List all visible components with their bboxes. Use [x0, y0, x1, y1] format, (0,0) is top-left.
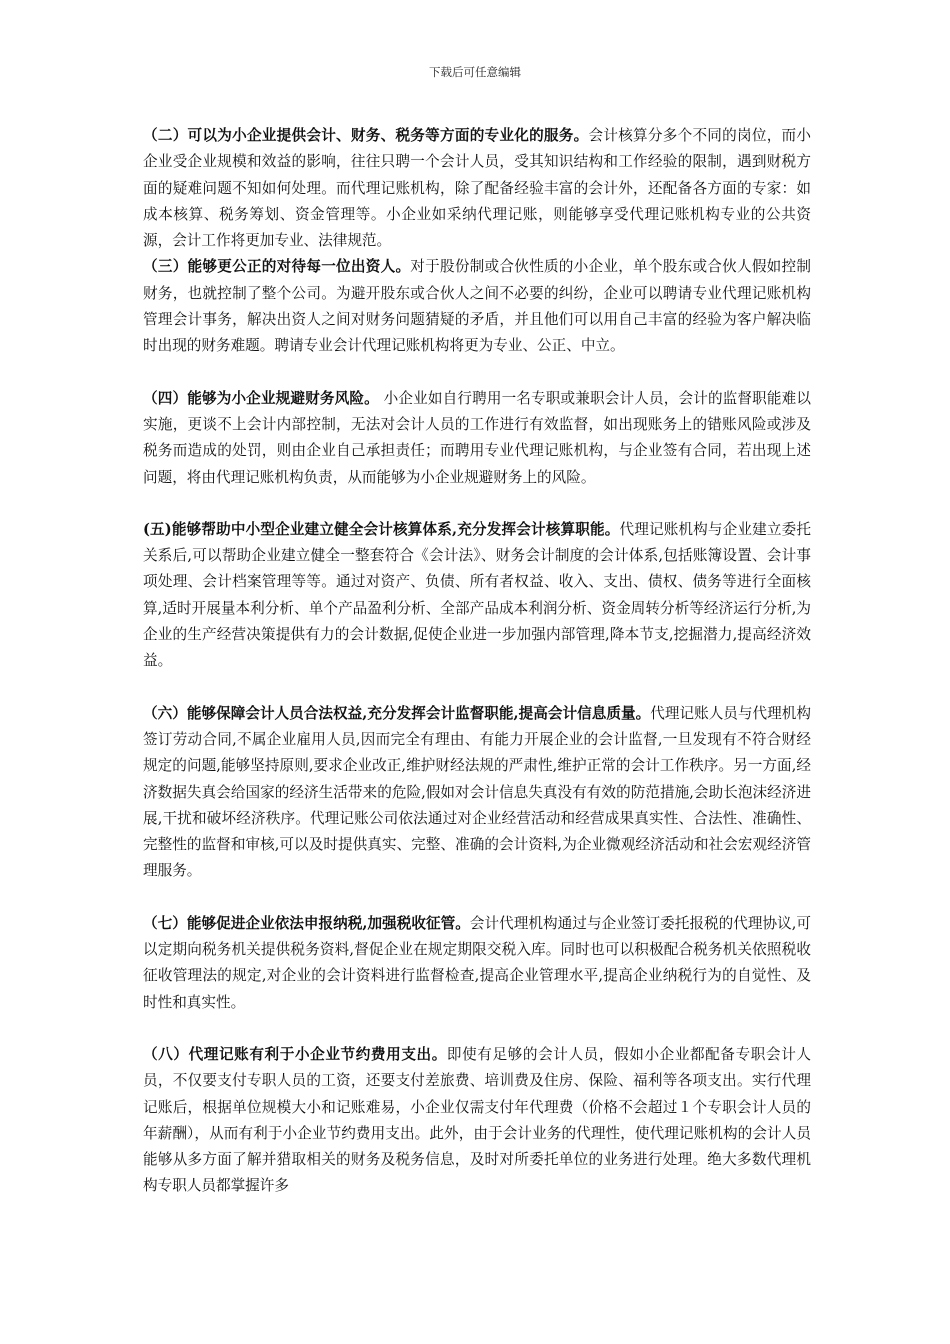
paragraph-heading: （二）可以为小企业提供会计、财务、税务等方面的专业化的服务。: [143, 127, 589, 144]
paragraph-text: 对于股份制或合伙性质的小企业，单个股东或合伙人假如控制财务，也就控制了整个公司。为避开股东或合伙人之间不必要的纠纷，企业可以聘请专业代理记账机构管理会计事务，解决出资人之间对财务问题猜疑的矛盾，并且他们可以用自己丰富的经验为客户解决临时出现的财务难题。聘请专业会计代理记账机构将更为专业、公正、中立。: [143, 258, 811, 355]
paragraph-heading: (五)能够帮助中小型企业建立健全会计核算体系,充分发挥会计核算职能。: [143, 520, 620, 538]
paragraph-heading: （四）能够为小企业规避财务风险。: [143, 389, 379, 407]
paragraph-text: 即使有足够的会计人员，假如小企业都配备专职会计人员，不仅要支付专职人员的工资，还要支付差旅费、培训费及住房、保险、福利等各项支出。实行代理记账后，根据单位规模大小和记账难易，小企业仅需支付年代理费（价格不会超过１个专职会计人员的年薪酬），从而有利于小企业节约费用支出。此外，由于会计业务的代理性，使代理记账机构的会计人员能够从多方面了解并猎取相关的财务及税务信息，及时对所委托单位的业务进行处理。绝大多数代理机构专职人员都掌握许多: [143, 1045, 811, 1195]
paragraph-heading: （三）能够更公正的对待每一位出资人。: [143, 258, 411, 276]
paragraph-3: [143, 254, 811, 359]
paragraph-heading: （七）能够促进企业依法申报纳税,加强税收征管。: [143, 914, 470, 932]
paragraph-text: 代理记账人员与代理机构签订劳动合同,不属企业雇用人员,因而完全有理由、有能力开展企业的会计监督,一旦发现有不符合财经规定的问题,能够坚持原则,要求企业改正,维护财经法规的严肃性,维护正常的会计工作秩序。另一方面,经济数据失真会给国家的经济生活带来的危险,假如对会计信息失真没有有效的防范措施,会助长泡沫经济进展,干扰和破坏经济秩序。代理记账公司依法通过对企业经营活动和经营成果真实性、合法性、准确性、完整性的监督和审核,可以及时提供真实、完整、准确的会计资料,为企业微观经济活动和社会宏观经济管理服务。: [143, 704, 811, 880]
page-header: 下载后可任意编辑: [429, 65, 521, 79]
paragraph-4: [143, 386, 811, 491]
paragraph-heading: （六）能够保障会计人员合法权益,充分发挥会计监督职能,提高会计信息质量。: [143, 704, 651, 722]
paragraph-6: [143, 701, 811, 885]
paragraph-text: 小企业如自行聘用一名专职或兼职会计人员，会计的监督职能难以实施，更谈不上会计内部控制，无法对会计人员的工作进行有效监督，如出现账务上的错账风险或涉及税务而造成的处罚，则由企业自己承担责任；而聘用专业代理记账机构，与企业签有合同，若出现上述问题，将由代理记账机构负责，从而能够为小企业规避财务上的风险。: [143, 389, 811, 486]
paragraph-8: [143, 1042, 811, 1200]
paragraph-heading: （八）代理记账有利于小企业节约费用支出。: [143, 1045, 447, 1063]
paragraph-2: [143, 123, 811, 254]
paragraph-5: [143, 517, 811, 675]
document-body: [143, 123, 811, 1200]
paragraph-7: [143, 911, 811, 1016]
paragraph-text: 会计核算分多个不同的岗位，而小企业受企业规模和效益的影响，往往只聘一个会计人员，受其知识结构和工作经验的限制，遇到财税方面的疑难问题不知如何处理。而代理记账机构，除了配备经验丰富的会计外，还配备各方面的专家：如成本核算、税务筹划、资金管理等。小企业如采纳代理记账，则能够享受代理记账机构专业的公共资源，会计工作将更加专业、法律规范。: [143, 127, 811, 250]
paragraph-text: 会计代理机构通过与企业签订委托报税的代理协议,可以定期向税务机关提供税务资料,督促企业在规定期限交税入库。同时也可以积极配合税务机关依照税收征收管理法的规定,对企业的会计资料进行监督检查,提高企业管理水平,提高企业纳税行为的自觉性、及时性和真实性。: [143, 914, 811, 1011]
paragraph-text: 代理记账机构与企业建立委托关系后,可以帮助企业建立健全一整套符合《会计法》、财务会计制度的会计体系,包括账簿设置、会计事项处理、会计档案管理等等。通过对资产、负债、所有者权益、收入、支出、债权、债务等进行全面核算,适时开展量本利分析、单个产品盈利分析、全部产品成本利润分析、资金周转分析等经济运行分析,为企业的生产经营决策提供有力的会计数据,促使企业进一步加强内部管理,降本节支,挖掘潜力,提高经济效益。: [143, 520, 811, 670]
